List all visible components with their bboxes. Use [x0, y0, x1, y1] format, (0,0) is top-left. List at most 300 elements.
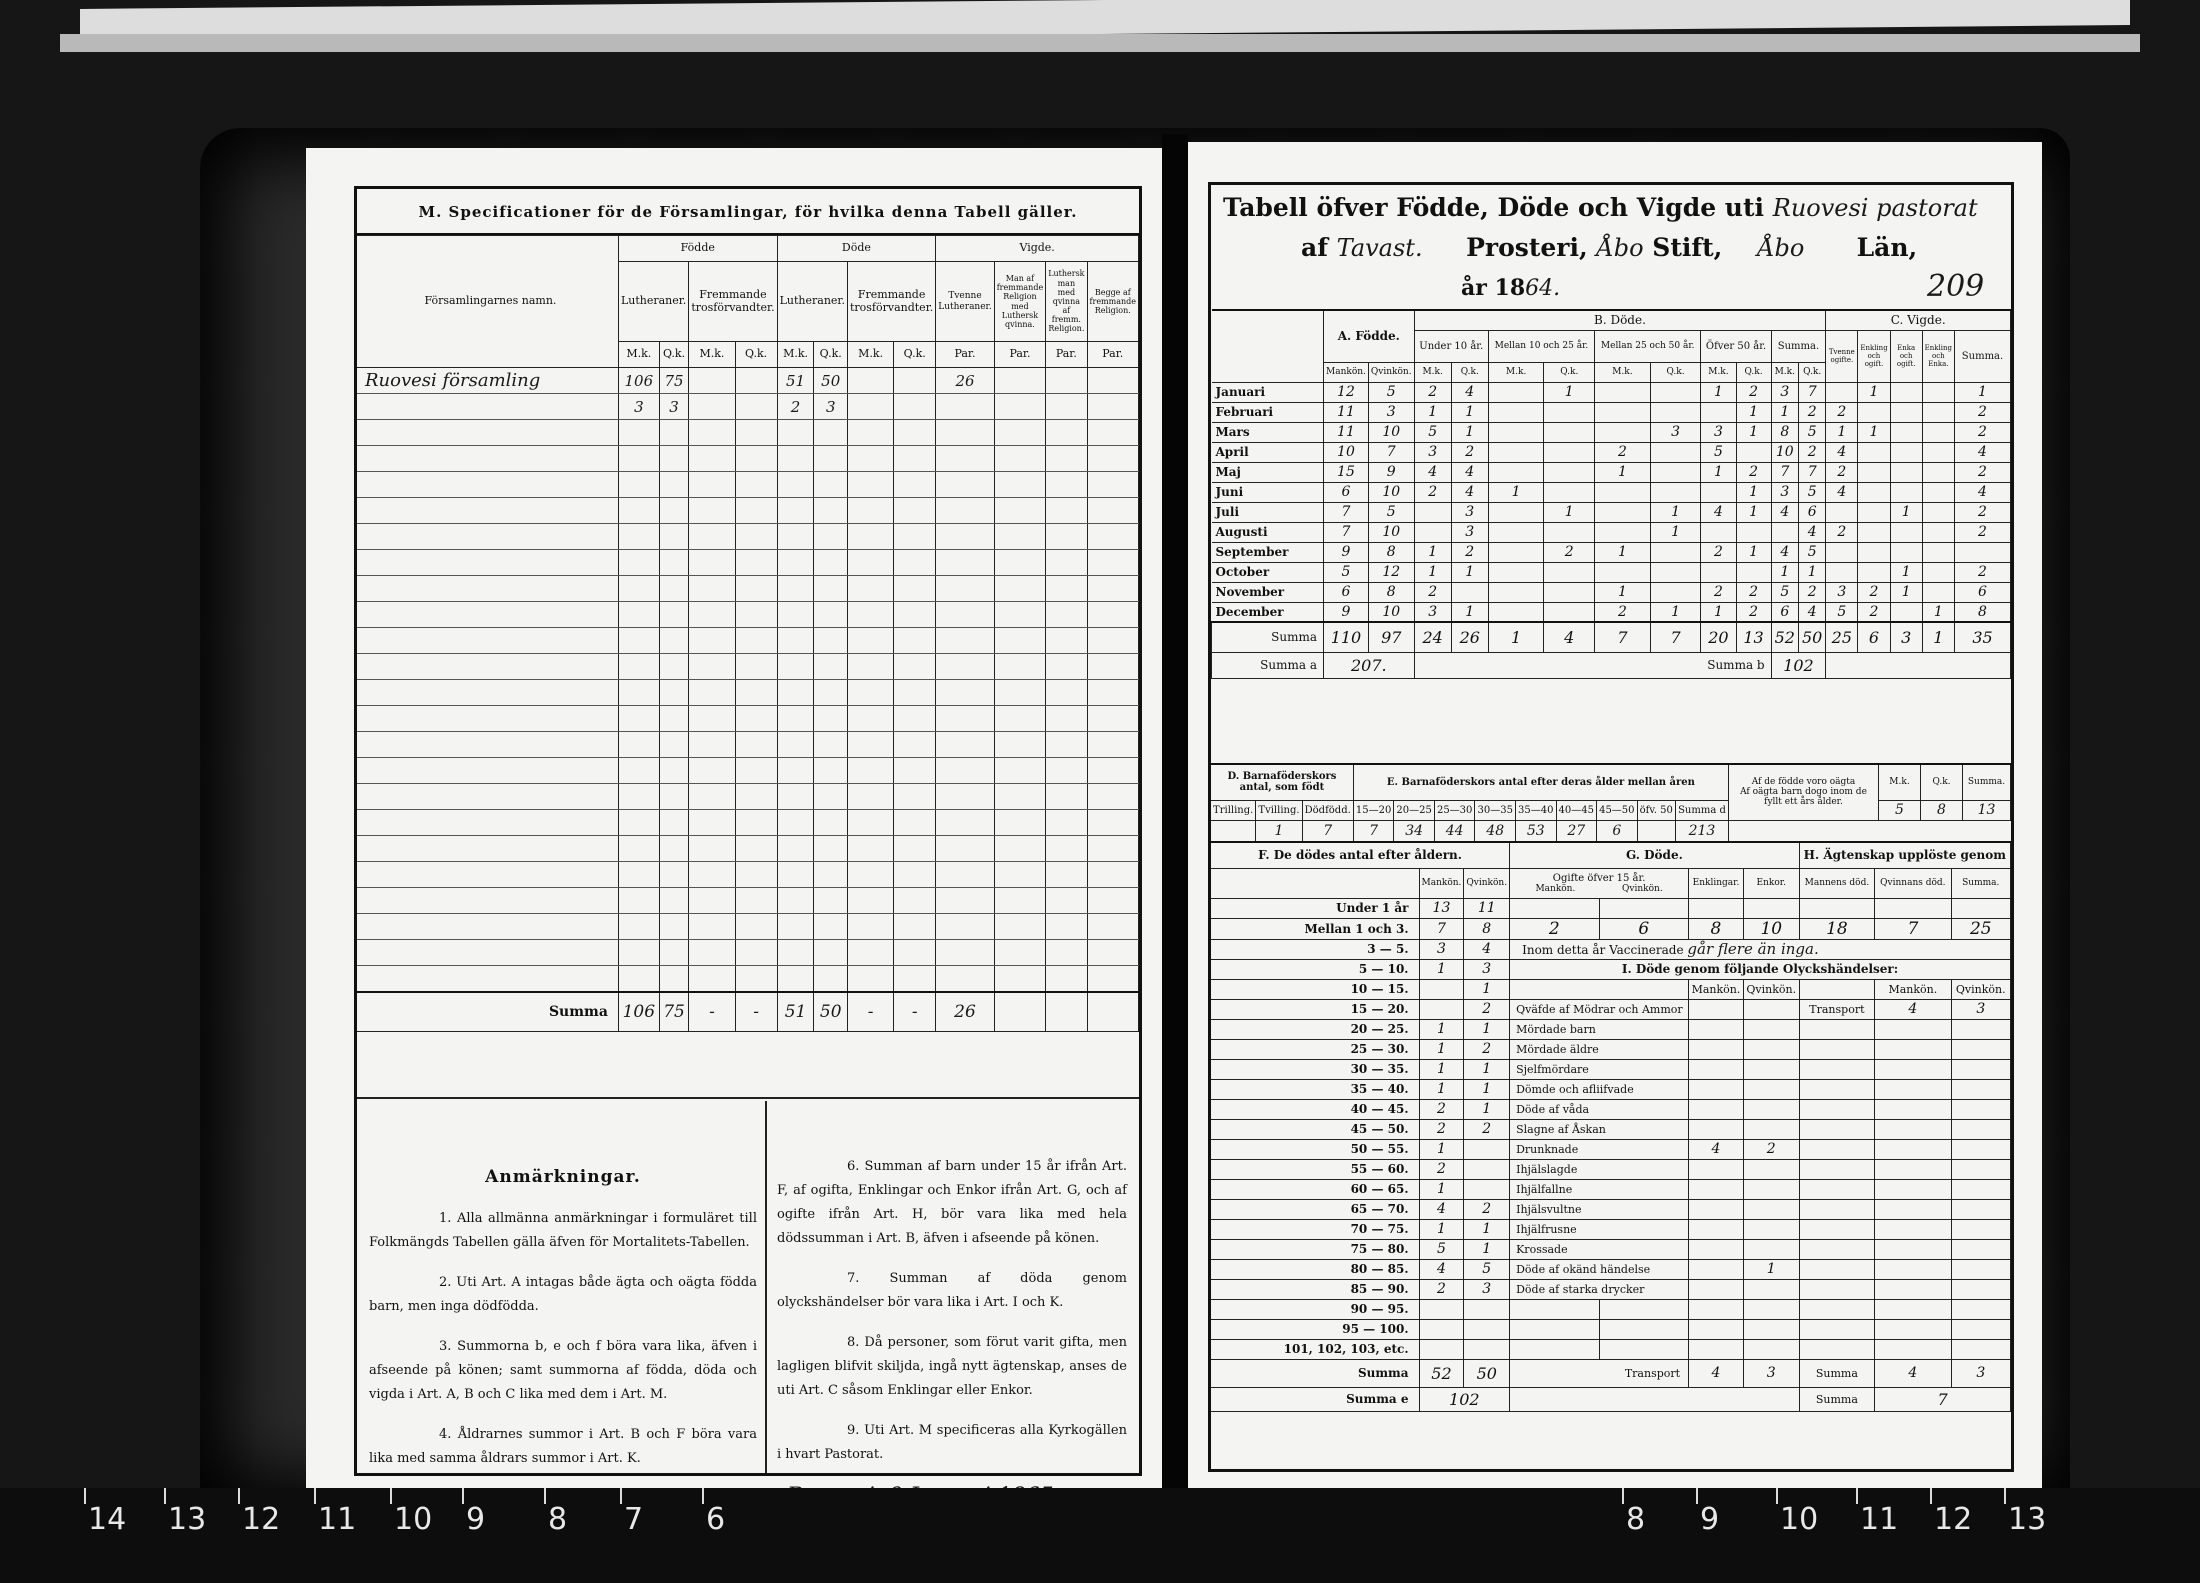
specification-cell [814, 446, 847, 472]
specification-cell [994, 420, 1045, 446]
age-mankon: 1 [1419, 959, 1464, 979]
month-value: 2 [1826, 462, 1858, 482]
note-6: 6. Summan af barn under 15 år ifrån Art. F, af ogifta, Enklingar och Enkor ifrån Art. G, och af ogifte ifrån Art. H, bör vara lika med hela dödssumman i Art. B, äfven i afseende på könen. [777, 1159, 1127, 1247]
age-mankon: 2 [1419, 1119, 1464, 1139]
month-value [1922, 482, 1954, 502]
age-row [1211, 959, 2011, 979]
header-qk: Q.k. [814, 342, 847, 368]
age-qvinkon: 1 [1464, 979, 1510, 999]
age-qvinkon: 1 [1464, 1219, 1510, 1239]
month-value: 2 [1736, 602, 1771, 622]
continuation-cell [1799, 1279, 1875, 1299]
header-b-dode: B. Döde. [1414, 310, 1826, 330]
month-value: 10 [1368, 522, 1414, 542]
tabell-frame [1208, 182, 2014, 1472]
f-table [1211, 841, 2011, 1412]
specification-cell [735, 784, 777, 810]
month-value: 1 [1736, 422, 1771, 442]
month-value: 1 [1826, 422, 1858, 442]
month-value: 2 [1595, 442, 1651, 462]
month-value: 10 [1324, 442, 1369, 462]
specification-cell [659, 888, 689, 914]
specification-cell: 51 [777, 368, 814, 394]
specification-table [357, 235, 1139, 1032]
continuation-cell [1875, 1139, 1951, 1159]
specification-cell [894, 784, 936, 810]
specification-cell [618, 472, 659, 498]
specification-cell [847, 602, 893, 628]
specification-cell [1046, 394, 1087, 420]
specification-cell [936, 862, 994, 888]
month-value: 4 [1451, 482, 1488, 502]
month-value [1488, 422, 1544, 442]
specification-cell [936, 420, 994, 446]
specification-cell [994, 628, 1045, 654]
parish-name-cell [357, 888, 618, 914]
age-qvinkon [1464, 1319, 1510, 1339]
specification-cell [735, 472, 777, 498]
month-row [1212, 522, 2011, 542]
continuation-cell [1951, 1099, 2010, 1119]
month-value [1858, 502, 1890, 522]
specification-cell [994, 836, 1045, 862]
header-qvinkon: Qvinkön. [1368, 362, 1414, 382]
month-value: 4 [1771, 502, 1798, 522]
continuation-cell [1951, 1199, 2010, 1219]
summa-value: 50 [1798, 622, 1825, 652]
summa-cell [994, 992, 1045, 1032]
month-row [1212, 582, 2011, 602]
specification-cell [847, 446, 893, 472]
month-value: 3 [1771, 482, 1798, 502]
age-qvinkon: 11 [1464, 898, 1510, 918]
month-value [1488, 462, 1544, 482]
age-mankon [1419, 1299, 1464, 1319]
specification-cell [689, 914, 735, 940]
specification-cell [735, 940, 777, 966]
summa-value: 6 [1858, 622, 1890, 652]
header-parish-name: Församlingarnes namn. [357, 236, 618, 368]
month-value: 9 [1368, 462, 1414, 482]
month-value [1488, 562, 1544, 582]
summa-cell: - [894, 992, 936, 1032]
continuation-cell [1951, 1059, 2010, 1079]
month-value: 4 [1701, 502, 1736, 522]
header-tvenne-ogifte: Tvenne ogifte. [1826, 330, 1858, 382]
header-mk: M.k. [777, 342, 814, 368]
table-row [357, 810, 1139, 836]
ruler-number: 6 [706, 1502, 726, 1537]
af-label: af [1301, 233, 1328, 262]
d-dodfodd: Dödfödd. [1302, 800, 1353, 820]
specification-cell [689, 368, 735, 394]
month-value: 2 [1955, 422, 2011, 442]
summa-cell: 50 [814, 992, 847, 1032]
specification-cell [689, 862, 735, 888]
specification-cell [735, 654, 777, 680]
summa-cell: 106 [618, 992, 659, 1032]
age-label: Mellan 1 och 3. [1211, 918, 1419, 939]
f-summa-qvinkon: 50 [1464, 1359, 1510, 1387]
continuation-cell [1875, 1019, 1951, 1039]
age-row [1211, 1259, 2011, 1279]
specification-cell [777, 862, 814, 888]
specification-cell [659, 654, 689, 680]
month-value: 4 [1798, 602, 1825, 622]
blank-cell [1951, 1339, 2010, 1359]
specification-cell [894, 888, 936, 914]
table-row [357, 940, 1139, 966]
header-fodde-fremmande: Fremmande trosförvandter. [689, 262, 777, 342]
specification-cell [618, 810, 659, 836]
continuation-cell [1875, 1159, 1951, 1179]
month-value [1736, 442, 1771, 462]
specification-cell [735, 836, 777, 862]
specification-cell [735, 550, 777, 576]
month-value: 2 [1451, 542, 1488, 562]
specification-cell [894, 524, 936, 550]
age-row [1211, 1019, 2011, 1039]
notes-right-column [777, 1109, 1127, 1506]
month-value: 3 [1368, 402, 1414, 422]
specification-cell [936, 732, 994, 758]
specification-cell [689, 966, 735, 992]
month-value [1890, 482, 1922, 502]
specification-cell [618, 550, 659, 576]
g-h-value: 6 [1599, 918, 1688, 939]
specification-cell [847, 576, 893, 602]
month-value [1544, 442, 1595, 462]
specification-cell [894, 862, 936, 888]
header-vigde: Vigde. [936, 236, 1139, 262]
blank-cell [1743, 1299, 1799, 1319]
table-row [357, 368, 1139, 394]
e-value: 34 [1394, 820, 1435, 842]
continuation-cell [1875, 1179, 1951, 1199]
page-number: 209 [1927, 269, 1985, 304]
continuation-cell [1799, 1039, 1875, 1059]
month-value: 1 [1544, 502, 1595, 522]
e-value [1637, 820, 1675, 842]
specification-cell [689, 524, 735, 550]
month-label: September [1212, 542, 1324, 562]
specification-cell [1046, 706, 1087, 732]
month-value [1595, 522, 1651, 542]
month-value: 3 [1650, 422, 1701, 442]
g-qvinkon-header: Qvinkön. [1622, 883, 1663, 894]
accident-qvinkon [1743, 1179, 1799, 1199]
ruler-tick [1856, 1488, 1858, 1504]
ruler-number: 11 [1860, 1502, 1899, 1537]
month-value [1650, 482, 1701, 502]
specification-cell [777, 602, 814, 628]
specification-cell [777, 914, 814, 940]
specification-cell [689, 576, 735, 602]
g-mankon-header: Mankön. [1535, 883, 1576, 894]
specification-cell [659, 914, 689, 940]
month-value: 1 [1736, 542, 1771, 562]
e-range: öfv. 50 [1637, 800, 1675, 820]
specification-cell [1087, 940, 1138, 966]
age-label: 35 — 40. [1211, 1079, 1419, 1099]
month-value: 2 [1736, 582, 1771, 602]
month-value: 1 [1701, 382, 1736, 402]
month-value: 1 [1414, 562, 1451, 582]
d-dodfodd-value: 7 [1302, 820, 1353, 842]
header-summa-c: Summa. [1955, 330, 2011, 382]
specification-cell: 3 [618, 394, 659, 420]
specification-cell [659, 602, 689, 628]
specification-cell [994, 680, 1045, 706]
summa-value: 1 [1488, 622, 1544, 652]
continuation-cell [1875, 1259, 1951, 1279]
month-value: 1 [1701, 462, 1736, 482]
specification-cell [994, 914, 1045, 940]
specification-cell [936, 758, 994, 784]
specification-cell [689, 758, 735, 784]
month-value: 1 [1771, 402, 1798, 422]
accident-mankon [1689, 1019, 1744, 1039]
age-label: 10 — 15. [1211, 979, 1419, 999]
header-par: Par. [1087, 342, 1138, 368]
ruler-number: 12 [242, 1502, 281, 1537]
specification-cell [689, 498, 735, 524]
header-qk: Q.k. [1451, 362, 1488, 382]
specification-cell [618, 914, 659, 940]
header-c-vigde: C. Vigde. [1826, 310, 2011, 330]
specification-cell [936, 810, 994, 836]
specification-cell [777, 472, 814, 498]
month-value [1826, 562, 1858, 582]
specification-cell: 50 [814, 368, 847, 394]
month-value: 1 [1858, 422, 1890, 442]
specification-cell [994, 784, 1045, 810]
table-row [357, 706, 1139, 732]
specification-cell [894, 810, 936, 836]
i-summa2-label: Summa [1799, 1387, 1875, 1411]
specification-cell [777, 524, 814, 550]
specification-cell [1087, 758, 1138, 784]
summa-cell: 26 [936, 992, 994, 1032]
ruler-tick [84, 1488, 86, 1504]
age-row [1211, 999, 2011, 1019]
specification-cell [1046, 732, 1087, 758]
header-enkling-enka: Enkling och Enka. [1922, 330, 1954, 382]
month-value [1488, 382, 1544, 402]
summa-cell: 51 [777, 992, 814, 1032]
specification-cell [735, 706, 777, 732]
specification-cell [847, 706, 893, 732]
summa-row [357, 992, 1139, 1032]
summa-value: 20 [1701, 622, 1736, 652]
continuation-cell [1951, 1259, 2010, 1279]
header-enkling-ogift: Enkling och ogift. [1858, 330, 1890, 382]
oagta-mk-header: M.k. [1879, 764, 1921, 800]
header-par: Par. [994, 342, 1045, 368]
ruler-tick [164, 1488, 166, 1504]
ruler-number: 8 [548, 1502, 568, 1537]
age-label: 40 — 45. [1211, 1099, 1419, 1119]
ruler-tick [314, 1488, 316, 1504]
specification-cell [689, 654, 735, 680]
month-value: 2 [1858, 582, 1890, 602]
specification-cell [689, 784, 735, 810]
accident-mankon [1689, 1119, 1744, 1139]
accident-qvinkon [1743, 1059, 1799, 1079]
ruler-number: 9 [466, 1502, 486, 1537]
specification-cell [659, 836, 689, 862]
specification-cell [936, 472, 994, 498]
age-label: 85 — 90. [1211, 1279, 1419, 1299]
age-qvinkon: 1 [1464, 1239, 1510, 1259]
blank-cell [1510, 1339, 1599, 1359]
h-summa-header: Summa. [1951, 868, 2010, 898]
specification-cell [618, 888, 659, 914]
blank-cell [1689, 1319, 1744, 1339]
specification-cell [618, 862, 659, 888]
specification-cell [777, 576, 814, 602]
summa-value: 13 [1736, 622, 1771, 652]
month-value: 1 [1595, 462, 1651, 482]
header-qk: Q.k. [894, 342, 936, 368]
specification-cell [659, 680, 689, 706]
parish-name-cell [357, 394, 618, 420]
parish-name-cell [357, 524, 618, 550]
specification-cell [659, 940, 689, 966]
month-value: 2 [1955, 522, 2011, 542]
specification-cell [936, 654, 994, 680]
age-row [1211, 898, 2011, 918]
month-value [1595, 562, 1651, 582]
accident-mankon [1689, 1039, 1744, 1059]
blank-cell [1689, 1299, 1744, 1319]
summa-value: 25 [1826, 622, 1858, 652]
table-row [357, 524, 1139, 550]
month-value: 1 [1414, 402, 1451, 422]
month-value [1771, 522, 1798, 542]
age-qvinkon: 3 [1464, 959, 1510, 979]
specification-cell [994, 940, 1045, 966]
month-value: 2 [1414, 582, 1451, 602]
header-qk: Q.k. [1650, 362, 1701, 382]
month-value: 12 [1324, 382, 1369, 402]
specification-cell [689, 420, 735, 446]
specification-cell [1087, 628, 1138, 654]
summa-label: Summa [357, 992, 618, 1032]
notes-separator [357, 1097, 1139, 1099]
specification-cell [814, 836, 847, 862]
accident-qvinkon [1743, 1199, 1799, 1219]
tabell-subtitle [1301, 233, 1917, 262]
specification-cell [659, 810, 689, 836]
blank-cell [1689, 898, 1744, 918]
month-value: 3 [1826, 582, 1858, 602]
specification-cell [814, 758, 847, 784]
month-value: 5 [1798, 542, 1825, 562]
month-value: 6 [1955, 582, 2011, 602]
d-trilling: Trilling. [1211, 800, 1256, 820]
specification-cell [689, 706, 735, 732]
specification-cell [847, 472, 893, 498]
specification-cell [994, 602, 1045, 628]
specification-cell [894, 446, 936, 472]
header-dode-fremmande: Fremmande trosförvandter. [847, 262, 935, 342]
month-value: 3 [1451, 502, 1488, 522]
month-value: 12 [1368, 562, 1414, 582]
specification-cell [936, 836, 994, 862]
specification-cell [777, 706, 814, 732]
month-value [1858, 402, 1890, 422]
specification-cell [936, 446, 994, 472]
month-value [1544, 422, 1595, 442]
month-value: 7 [1368, 442, 1414, 462]
specification-cell [659, 576, 689, 602]
specification-cell [847, 654, 893, 680]
accident-cause: Ihjälfallne [1510, 1179, 1689, 1199]
specification-cell [894, 472, 936, 498]
table-row [357, 758, 1139, 784]
specification-cell [847, 758, 893, 784]
specification-cell: 26 [936, 368, 994, 394]
specification-cell [777, 446, 814, 472]
age-mankon: 7 [1419, 918, 1464, 939]
month-value: 9 [1324, 602, 1369, 622]
header-25-50: Mellan 25 och 50 år. [1595, 330, 1701, 362]
specification-cell [847, 888, 893, 914]
specification-cell [735, 524, 777, 550]
ruler-tick [620, 1488, 622, 1504]
specification-cell [936, 888, 994, 914]
e-range: 20—25 [1394, 800, 1435, 820]
age-label: 70 — 75. [1211, 1219, 1419, 1239]
specification-cell [1046, 498, 1087, 524]
month-value: 2 [1858, 602, 1890, 622]
g-h-value: 8 [1689, 918, 1744, 939]
specification-cell [894, 550, 936, 576]
month-value [1488, 402, 1544, 422]
age-mankon: 2 [1419, 1279, 1464, 1299]
age-mankon: 2 [1419, 1099, 1464, 1119]
blank-cell [1951, 1319, 2010, 1339]
age-row [1211, 1299, 2011, 1319]
specification-cell [1046, 784, 1087, 810]
month-value [1922, 522, 1954, 542]
month-value: 10 [1368, 482, 1414, 502]
continuation-cell [1799, 1199, 1875, 1219]
month-value: 1 [1890, 582, 1922, 602]
ruler-number: 9 [1700, 1502, 1720, 1537]
continuation-cell [1951, 1279, 2010, 1299]
month-value [1595, 482, 1651, 502]
g-h-value: 25 [1951, 918, 2010, 939]
specification-cell [894, 966, 936, 992]
header-mk: M.k. [1771, 362, 1798, 382]
month-value [1858, 462, 1890, 482]
month-label: Augusti [1212, 522, 1324, 542]
table-row [357, 732, 1139, 758]
month-value: 4 [1826, 482, 1858, 502]
blank-cell [1799, 1339, 1875, 1359]
accident-mankon [1689, 1079, 1744, 1099]
continuation-cell [1875, 1059, 1951, 1079]
month-value [1595, 402, 1651, 422]
month-value: 2 [1736, 382, 1771, 402]
specification-cell [777, 966, 814, 992]
month-value: 1 [1736, 502, 1771, 522]
month-value [1736, 562, 1771, 582]
month-value [1922, 442, 1954, 462]
parish-name-cell [357, 628, 618, 654]
